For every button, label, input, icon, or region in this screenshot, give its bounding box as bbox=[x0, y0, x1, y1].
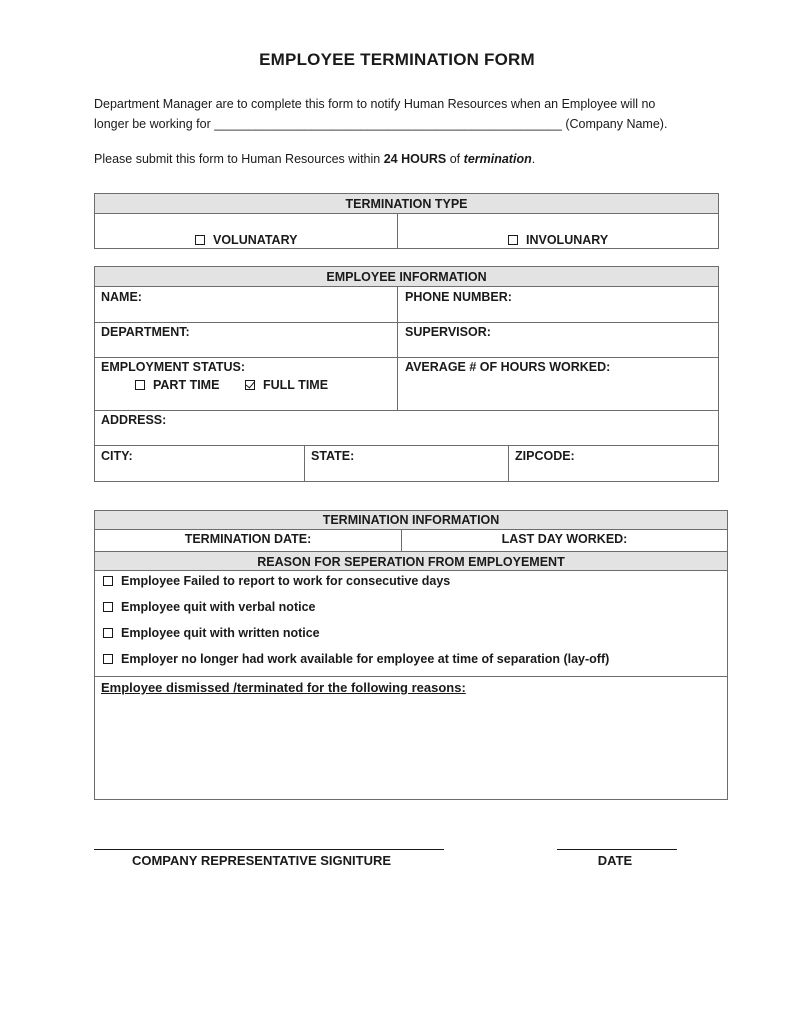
row-divider bbox=[95, 322, 718, 323]
department-field[interactable]: DEPARTMENT: bbox=[101, 325, 190, 339]
intro-line-2 bbox=[94, 114, 714, 134]
termination-date-field[interactable]: TERMINATION DATE: bbox=[184, 532, 312, 546]
state-field[interactable]: STATE: bbox=[311, 449, 355, 463]
reason-checkbox[interactable] bbox=[103, 602, 113, 612]
submit-hours: 24 HOURS bbox=[383, 152, 447, 166]
employee-info-table bbox=[94, 266, 719, 482]
full-time-checkbox[interactable] bbox=[245, 380, 255, 390]
reason-item[interactable] bbox=[103, 652, 609, 666]
reason-label: Employee quit with verbal notice bbox=[121, 600, 316, 614]
submit-instruction bbox=[94, 149, 714, 169]
reason-checkbox[interactable] bbox=[103, 628, 113, 638]
submit-of: of bbox=[449, 152, 461, 166]
city-field[interactable]: CITY: bbox=[101, 449, 133, 463]
reason-item[interactable] bbox=[103, 600, 315, 614]
date-line[interactable] bbox=[557, 849, 677, 850]
name-field[interactable]: NAME: bbox=[101, 290, 142, 304]
full-time-label: FULL TIME bbox=[263, 378, 329, 392]
voluntary-label: VOLUNATARY bbox=[213, 233, 298, 247]
date-label: DATE bbox=[597, 853, 633, 868]
form-title: EMPLOYEE TERMINATION FORM bbox=[259, 50, 535, 69]
supervisor-field[interactable]: SUPERVISOR: bbox=[405, 325, 491, 339]
row-divider bbox=[95, 410, 718, 411]
reason-item[interactable] bbox=[103, 574, 450, 588]
termination-info-header: TERMINATION INFORMATION bbox=[95, 511, 727, 530]
column-divider bbox=[304, 445, 305, 482]
column-divider bbox=[508, 445, 509, 482]
column-divider bbox=[397, 287, 398, 410]
voluntary-option[interactable] bbox=[195, 233, 298, 247]
reason-checkbox[interactable] bbox=[103, 654, 113, 664]
company-name-blank[interactable]: __________________________________________________ bbox=[214, 117, 562, 131]
involuntary-option[interactable] bbox=[508, 233, 608, 247]
involuntary-checkbox[interactable] bbox=[508, 235, 518, 245]
reason-label: Employee quit with written notice bbox=[121, 626, 320, 640]
average-hours-field[interactable]: AVERAGE # OF HOURS WORKED: bbox=[405, 360, 611, 374]
intro-line-2-suffix: (Company Name). bbox=[565, 117, 668, 131]
part-time-label: PART TIME bbox=[153, 378, 220, 392]
submit-termination: termination bbox=[463, 152, 532, 166]
dismissed-reasons-label: Employee dismissed /terminated for the following reasons: bbox=[101, 680, 466, 695]
address-field[interactable]: ADDRESS: bbox=[101, 413, 167, 427]
phone-field[interactable]: PHONE NUMBER: bbox=[405, 290, 512, 304]
involuntary-label: INVOLUNARY bbox=[526, 233, 609, 247]
zipcode-field[interactable]: ZIPCODE: bbox=[515, 449, 575, 463]
reason-item[interactable] bbox=[103, 626, 320, 640]
voluntary-checkbox[interactable] bbox=[195, 235, 205, 245]
reason-label: Employee Failed to report to work for consecutive days bbox=[121, 574, 451, 588]
row-divider bbox=[95, 676, 727, 677]
submit-prefix: Please submit this form to Human Resources within bbox=[94, 152, 381, 166]
signature-label: COMPANY REPRESENTATIVE SIGNITURE bbox=[131, 853, 392, 868]
submit-period: . bbox=[531, 152, 536, 166]
intro-line-2-prefix: longer be working for bbox=[94, 117, 211, 131]
termination-info-table bbox=[94, 510, 728, 800]
full-time-option[interactable] bbox=[245, 378, 328, 392]
employee-info-header: EMPLOYEE INFORMATION bbox=[95, 267, 718, 287]
row-divider bbox=[95, 445, 718, 446]
employment-status-label: EMPLOYMENT STATUS: bbox=[101, 360, 245, 374]
part-time-checkbox[interactable] bbox=[135, 380, 145, 390]
reason-header: REASON FOR SEPERATION FROM EMPLOYEMENT bbox=[95, 551, 727, 571]
row-divider bbox=[95, 357, 718, 358]
termination-type-table bbox=[94, 193, 719, 249]
intro-line-1: Department Manager are to complete this form to notify Human Resources when an Employee will no bbox=[94, 97, 656, 111]
column-divider bbox=[397, 214, 398, 249]
part-time-option[interactable] bbox=[135, 378, 219, 392]
reason-checkbox[interactable] bbox=[103, 576, 113, 586]
dismissed-reasons-area[interactable] bbox=[101, 699, 721, 795]
termination-type-header: TERMINATION TYPE bbox=[95, 194, 718, 214]
reason-label: Employer no longer had work available for employee at time of separation (lay-off) bbox=[121, 652, 610, 666]
signature-line[interactable] bbox=[94, 849, 444, 850]
last-day-worked-field[interactable]: LAST DAY WORKED: bbox=[501, 532, 628, 546]
intro-paragraph bbox=[94, 94, 714, 134]
